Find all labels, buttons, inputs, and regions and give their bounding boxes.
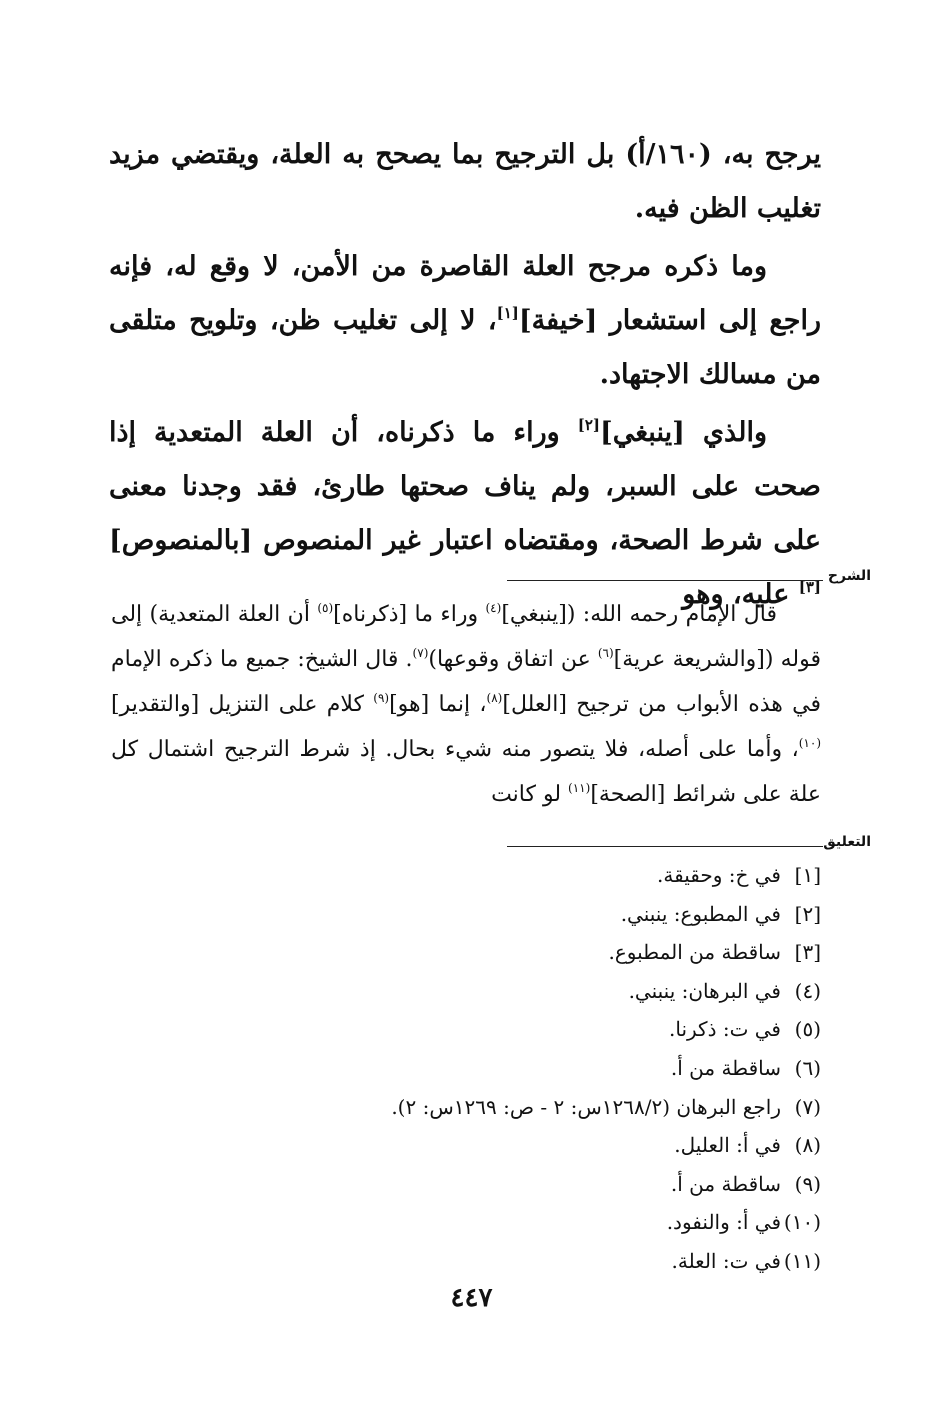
- footnote-item: [261, 933, 821, 972]
- footnote-item: [261, 1203, 821, 1242]
- footnote-text: في البرهان: ينبني.: [628, 978, 781, 1003]
- footnote-item: [261, 972, 821, 1011]
- footnote-ref[interactable]: (٧): [412, 646, 429, 660]
- sharh-label: الشرح: [827, 568, 871, 584]
- main-text-run: وما ذكره مرجح العلة القاصرة من الأمن، لا وقع له، فإنه راجع إلى استشعار [خيفة]: [109, 251, 822, 336]
- main-text: [109, 128, 821, 626]
- footnote-number: [٣]: [794, 940, 821, 965]
- footnote-item: [261, 1126, 821, 1165]
- footnote-number: (٧): [794, 1094, 821, 1119]
- footnote-item: [261, 895, 821, 934]
- main-text-run: والذي [ينبغي]: [600, 417, 767, 448]
- footnote-text: في أ: والنفود.: [666, 1210, 781, 1235]
- footnote-number: (١٠): [783, 1210, 821, 1235]
- footnote-item: [261, 1088, 821, 1127]
- commentary-run: لو كانت: [491, 782, 569, 807]
- footnote-number: (٦): [794, 1055, 821, 1080]
- main-paragraph: [109, 406, 821, 622]
- footnote-text: ساقطة من أ.: [670, 1055, 781, 1080]
- footnote-text: في أ: العليل.: [674, 1133, 781, 1158]
- footnote-ref[interactable]: (٤): [485, 601, 502, 615]
- taaliq-label: التعليق: [823, 834, 871, 850]
- footnote-number: (٨): [794, 1133, 821, 1158]
- commentary-paragraph: [111, 592, 821, 817]
- sharh-divider: [507, 580, 823, 581]
- commentary-run: أن العلة المتعدية) إلى قوله ([والشريعة عرية]: [111, 602, 821, 672]
- footnote-number: [١]: [794, 863, 821, 887]
- commentary-text: [111, 592, 821, 817]
- footnote-number: (٤): [794, 978, 821, 1003]
- main-text-run: يرجح به، (١٦٠/أ) بل الترجيح بما يصحح به العلة، ويقتضي مزيد تغليب الظن فيه.: [109, 139, 822, 224]
- footnote-number: (٥): [794, 1017, 821, 1042]
- footnote-item: [261, 1165, 821, 1204]
- footnote-text: ساقطة من أ.: [670, 1171, 781, 1196]
- main-text-run: عليه، وهو: [682, 579, 799, 610]
- footnote-item: [261, 1049, 821, 1088]
- footnote-number: (٩): [794, 1171, 821, 1196]
- footnote-ref[interactable]: [١]: [496, 304, 519, 322]
- footnote-text: في المطبوع: ينبني.: [620, 901, 781, 926]
- footnote-ref[interactable]: (٩): [373, 691, 390, 705]
- footnote-ref[interactable]: (٨): [486, 691, 503, 705]
- commentary-run: قال الإمام رحمه الله: ([ينبغي]: [501, 602, 777, 627]
- commentary-run: ، إنما [هو]: [389, 692, 487, 717]
- footnote-ref[interactable]: (١٠): [798, 736, 821, 750]
- footnote-number: [٢]: [794, 901, 821, 926]
- footnote-text: في ت: ذكرنا.: [669, 1017, 781, 1042]
- footnote-item: [261, 1242, 821, 1281]
- footnote-ref[interactable]: (٦): [597, 646, 614, 660]
- main-paragraph: [109, 128, 821, 236]
- footnote-text: راجع البرهان (١٢٦٨/٢س: ٢ - ص: ١٢٦٩س: ٢).: [391, 1094, 781, 1119]
- main-paragraph: [109, 240, 821, 402]
- footnote-text: في خ: وحقيقة.: [657, 863, 781, 887]
- footnote-item: [261, 1010, 821, 1049]
- commentary-run: كلام على التنزيل [والتقدير]: [111, 692, 374, 717]
- commentary-run: ، وأما على أصله، فلا يتصور منه شيء بحال. إذ شرط الترجيح اشتمال كل علة على شرائط [الصحة]: [111, 737, 821, 807]
- footnotes-list: [261, 856, 821, 1281]
- footnote-ref[interactable]: (٥): [317, 601, 334, 615]
- footnote-ref[interactable]: (١١): [568, 781, 591, 795]
- footnote-ref[interactable]: [٢]: [577, 416, 600, 434]
- commentary-run: وراء ما [ذكرناه]: [333, 602, 486, 627]
- main-text-run: ، لا إلى تغليب ظن، وتلويح متلقى من مسالك الاجتهاد.: [109, 305, 821, 390]
- commentary-run: . قال الشيخ: جميع ما ذكره الإمام في هذه الأبواب من ترجيح [العلل]: [111, 647, 821, 717]
- main-text-run: وراء ما ذكرناه، أن العلة المتعدية إذا صحت على السبر، ولم يناف صحتها طارئ، فقد وجدنا معنى على شرط الصحة، ومقتضاه اعتبار غير المنصوص [بالمنصوص]: [109, 417, 821, 556]
- page-number: ٤٤٧: [450, 1283, 493, 1313]
- footnote-item: [261, 856, 821, 895]
- taaliq-divider: [507, 846, 823, 847]
- footnote-text: ساقطة من المطبوع.: [608, 940, 781, 965]
- footnote-ref[interactable]: [٣]: [798, 578, 821, 596]
- commentary-run: عن اتفاق وقوعها): [428, 647, 598, 672]
- footnote-number: (١١): [783, 1248, 821, 1273]
- footnote-text: في ت: العلة.: [671, 1248, 781, 1273]
